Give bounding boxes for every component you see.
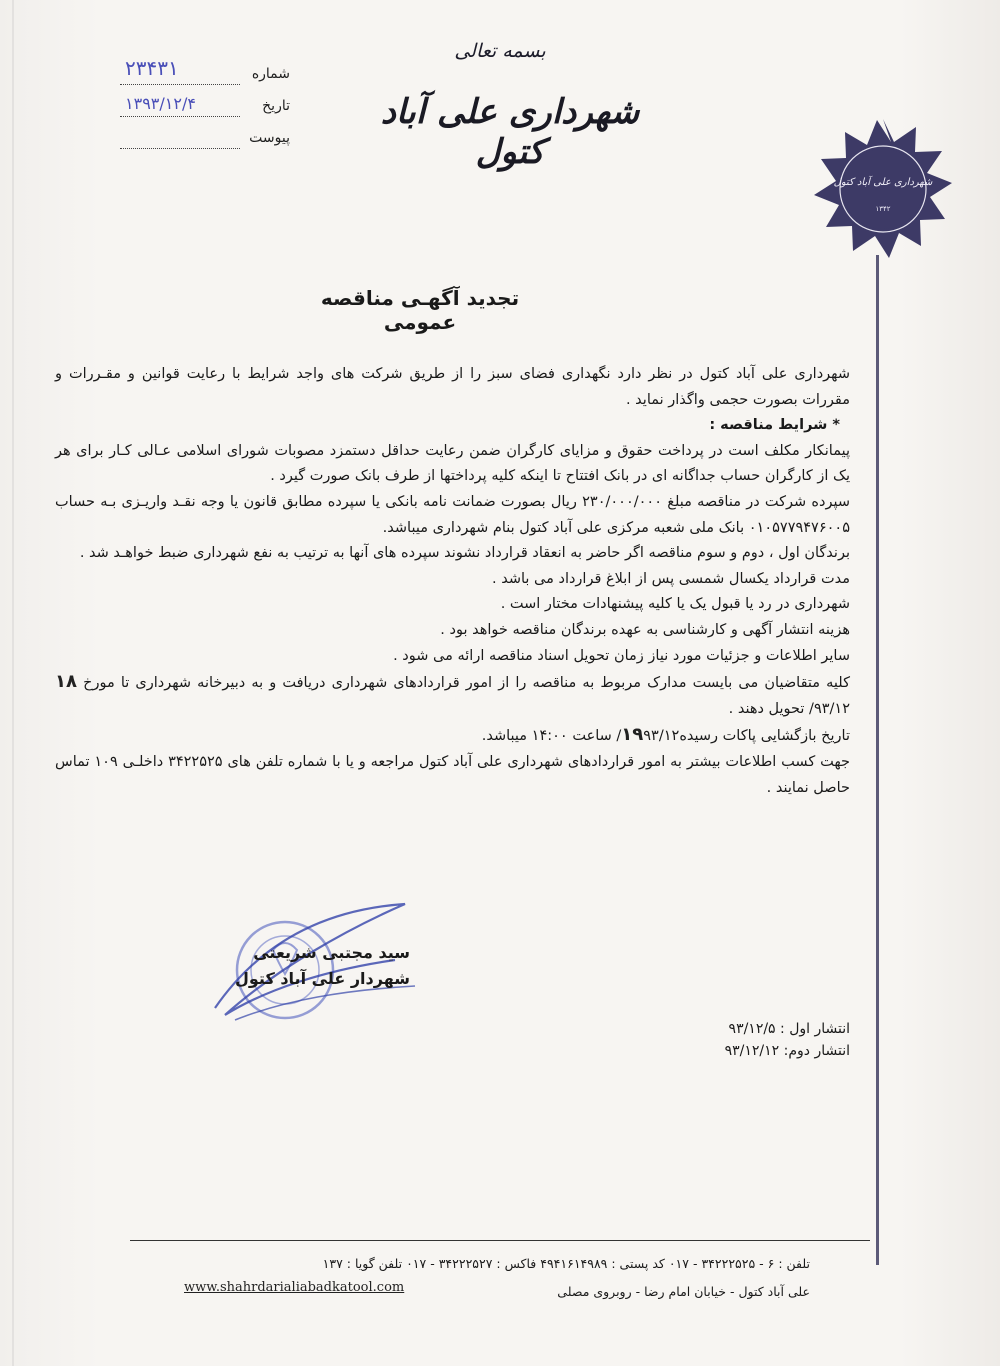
date-line — [120, 116, 240, 117]
date-value: ۱۳۹۳/۱۲/۴ — [125, 94, 196, 113]
condition-paragraph: مدت قرارداد یکسال شمسی پس از ابلاغ قرارداد می باشد . — [491, 570, 850, 587]
condition-paragraph: سپرده شرکت در مناقصه مبلغ ۲۳۰/۰۰۰/۰۰۰ ریال بصورت ضمانت نامه بانکی یا سپرده مطابق قانون یا وجه نقـد واریـزی بـه حساب ۰۱۰۵۷۷۹۴۷۶۰۰۵ بانک ملی شعبه مرکزی علی آباد کتول بنام شهرداری میباشد. — [55, 493, 851, 536]
first-publication-label: انتشار اول : — [780, 1021, 850, 1037]
signer-name: سید مجتبی شریعتی — [253, 943, 410, 962]
submission-text: کلیه متقاضیان می بایست مدارک مربوط به مناقصه را از امور قراردادهای شهرداری دریافت و به دبیرخانه شهرداری تا مورخ — [83, 675, 851, 692]
number-field — [110, 56, 290, 92]
second-publication-label: انتشار دوم: — [783, 1043, 850, 1059]
date-field — [110, 94, 290, 124]
condition-paragraph: برندگان اول ، دوم و سوم مناقصه اگر حاضر به انعقاد قرارداد نشوند سپرده های آنها به ترتیب به نفع شهرداری ضبط خواهـد شد . — [79, 545, 850, 562]
number-label: شماره — [251, 66, 290, 82]
date-label: تاریخ — [262, 98, 290, 114]
first-publication-date: ۹۳/۱۲/۵ — [728, 1021, 776, 1037]
number-line — [120, 84, 240, 85]
logo-year: ۱۳۴۲ — [875, 205, 891, 213]
footer-address: علی آباد کتول - خیابان امام رضا - روبروی مصلی — [557, 1284, 810, 1299]
website-link[interactable]: www.shahrdarialiabadkatool.com — [184, 1280, 405, 1295]
condition-paragraph — [55, 722, 850, 750]
number-value: ۲۳۴۳۱ — [125, 56, 179, 80]
footer-contacts: تلفن : ۶ - ۳۴۲۲۲۵۲۵ - ۰۱۷ کد پستی : ۴۹۴۱۶۱۴۹۸۹ فاکس : ۳۴۲۲۲۵۲۷ - ۰۱۷ تلفن گویا : ۱۳۷ — [322, 1256, 810, 1271]
condition-paragraph: هزینه انتشار آگهی و کارشناسی به عهده برندگان مناقصه خواهد بود . — [440, 621, 850, 638]
publication-dates — [650, 1018, 850, 1062]
opening-day: ۱۹ — [621, 724, 644, 746]
submission-date-rest: ۹۳/۱۲/ تحویل دهند . — [728, 700, 850, 717]
footer-divider — [130, 1240, 870, 1241]
municipality-logo — [812, 118, 954, 260]
condition-paragraph — [55, 669, 850, 722]
condition-paragraph: سایر اطلاعات و جزئیات مورد نیاز زمان تحویل اسناد مناقصه ارائه می شود . — [393, 647, 850, 664]
document-title: تجدید آگهـی مناقصه عمومی — [320, 286, 520, 334]
signer-position: شهردار علی آباد کتول — [235, 969, 410, 988]
signer-block — [205, 940, 410, 992]
basmala: بسمه تعالی — [454, 40, 546, 62]
intro-paragraph: شهرداری علی آباد کتول در نظر دارد نگهداری فضای سبز را از طریق شرکت های واجد شرایط با رعایت قوانین و مقـررات و مقررات بصورت حجمی واگذار نماید . — [55, 366, 850, 408]
margin-rule — [876, 255, 879, 1265]
attachment-label: پیوست — [249, 130, 290, 146]
footer — [130, 1250, 810, 1306]
organization-title: شهرداری علی آباد کتول — [380, 92, 640, 172]
page-edge — [12, 0, 14, 1366]
conditions-heading: * شرایط مناقصه : — [709, 417, 840, 434]
second-publication — [650, 1040, 850, 1062]
attachment-field — [110, 130, 290, 156]
opening-date-rest: ۹۳/۱۲/ ساعت ۱۴:۰۰ میباشد. — [481, 728, 680, 745]
logo-text: شهرداری علی آباد کتول — [833, 177, 933, 188]
second-publication-date: ۹۳/۱۲/۱۲ — [724, 1043, 780, 1059]
condition-paragraph: شهرداری در رد یا قبول یک یا کلیه پیشنهادات مختار است . — [500, 596, 850, 613]
contact-paragraph: جهت کسب اطلاعات بیشتر به امور قراردادهای شهرداری علی آباد کتول مراجعه و یا با شماره تلفن های ۳۴۲۲۵۲۵ داخلـی ۱۰۹ تماس حاصل نمایند . — [55, 753, 850, 796]
attachment-line — [120, 148, 240, 149]
condition-paragraph: پیمانکار مکلف است در پرداخت حقوق و مزایای کارگران ضمن رعایت حداقل دستمزد مصوبات شورای اسلامی عـالی کـار برای هر یک از کارگران حساب جداگانه ای در بانک افتتاح تا اینکه کلیه پرداختها از طرف بانک صورت گیرد . — [55, 442, 850, 485]
opening-text: تاریخ بازگشایی پاکات رسیده — [679, 728, 850, 745]
first-publication — [650, 1018, 850, 1040]
document-body — [55, 362, 850, 801]
submission-day: ۱۸ — [55, 671, 77, 693]
